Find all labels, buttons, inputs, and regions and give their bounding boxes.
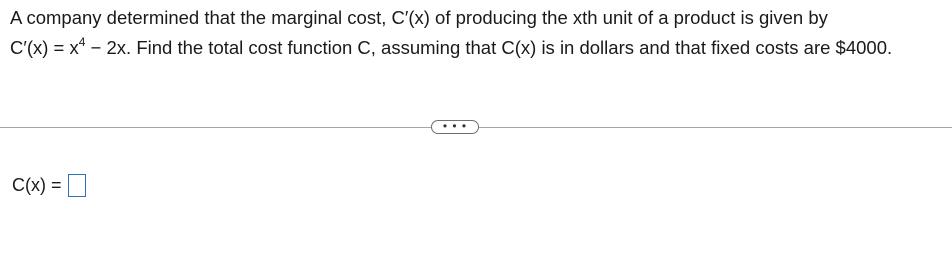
- exponent: 4: [78, 35, 86, 49]
- question-line-1: A company determined that the marginal cost, C′(x) of producing the xth unit of a product is given by: [10, 7, 828, 28]
- derivative-expression: C′(x) = x: [10, 37, 79, 58]
- question-line-2: [10, 33, 945, 63]
- question-text: [10, 3, 945, 63]
- expand-more-button[interactable]: [431, 120, 479, 134]
- answer-input-box[interactable]: [68, 174, 86, 197]
- answer-row: [12, 174, 86, 197]
- answer-label: C(x) =: [12, 175, 62, 195]
- ellipsis-icon: • • •: [442, 118, 468, 133]
- question-line-2-rest: − 2x. Find the total cost function C, assuming that C(x) is in dollars and that fixed costs are $4000.: [85, 37, 893, 58]
